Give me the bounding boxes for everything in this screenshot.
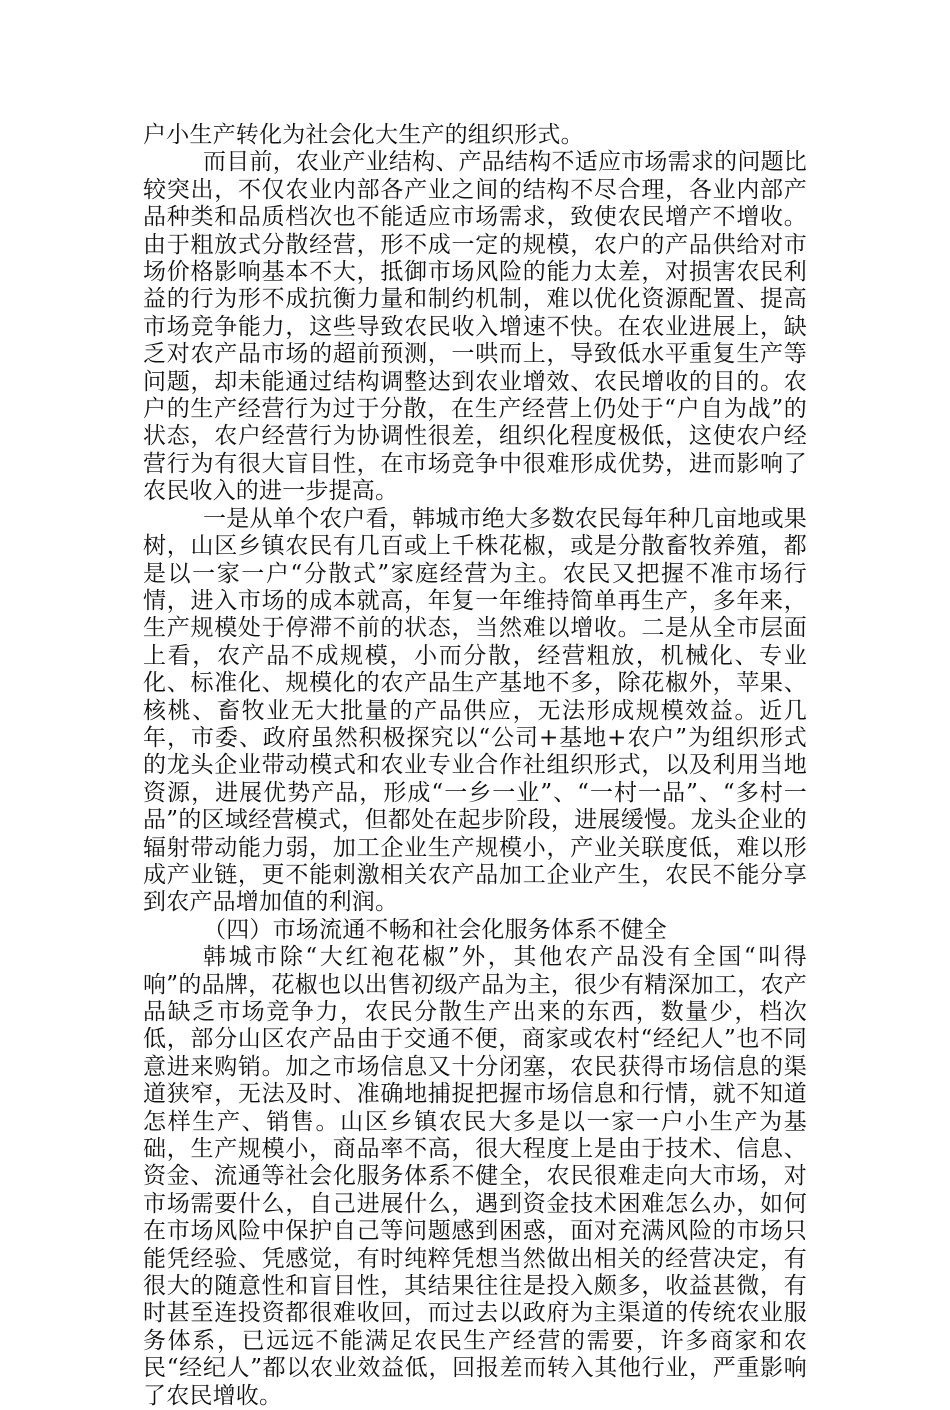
paragraph-market-circulation: 韩城市除“大红袍花椒”外，其他农产品没有全国“叫得响”的品牌，花椒也以出售初级产品为主，很少有精深加工，农产品缺乏市场竞争力，农民分散生产出来的东西，数量少，档次低，部分山区农产品由于交通不便，商家或农村“经纪人”也不同意进来购销。加之市场信息又十分闭塞，农民获得市场信息的渠道狭窄，无法及时、准确地捕捉把握市场信息和行情，就不知道怎样生产、销售。山区乡镇农民大多是以一家一户小生产为基础，生产规模小，商品率不高，很大程度上是由于技术、信息、资金、流通等社会化服务体系不健全，农民很难走向大市场，对市场需要什么，自己进展什么，遇到资金技术困难怎么办，如何在市场风险中保护自己等问题感到困惑，面对充满风险的市场只能凭经验、凭感觉，有时纯粹凭想当然做出相关的经营决定，有很大的随意性和盲目性，其结果往往是投入颇多，收益甚微，有时甚至连投资都很难收回，而过去以政府为主渠道的传统农业服务体系，已远远不能满足农民生产经营的需要，许多商家和农民“经纪人”都以农业效益低，回报差而转入其他行业，严重影响了农民增收。 — [143, 944, 807, 1409]
section-heading-4: （四）市场流通不畅和社会化服务体系不健全 — [203, 916, 667, 943]
paragraph-industry-structure: 而目前，农业产业结构、产品结构不适应市场需求的问题比较突出，不仅农业内部各产业之间的结构不尽合理，各业内部产品种类和品质档次也不能适应市场需求，致使农民增产不增收。由于粗放式分散经营，形不成一定的规模，农户的产品供给对市场价格影响基本不大，抵御市场风险的能力太差，对损害农民利益的行为形不成抗衡力量和制约机制，难以优化资源配置、提高市场竞争能力，这些导致农民收入增速不快。在农业进展上，缺乏对农产品市场的超前预测，一哄而上，导致低水平重复生产等问题，却未能通过结构调整达到农业增效、农民增收的目的。农户的生产经营行为过于分散，在生产经营上仍处于“户自为战”的状态，农户经营行为协调性很差，组织化程度极低，这使农户经营行为有很大盲目性，在市场竞争中很难形成优势，进而影响了农民收入的进一步提高。 — [143, 149, 807, 505]
paragraph-continuation: 户小生产转化为社会化大生产的组织形式。 — [143, 122, 584, 148]
paragraph-scale-issues: 一是从单个农户看，韩城市绝大多数农民每年种几亩地或果树，山区乡镇农民有几百或上千株花椒，或是分散畜牧养殖，都是以一家一户“分散式”家庭经营为主。农民又把握不准市场行情，进入市场的成本就高，年复一年维持简单再生产，多年来，生产规模处于停滞不前的状态，当然难以增收。二是从全市层面上看，农产品不成规模，小而分散，经营粗放，机械化、专业化、标准化、规模化的农产品生产基地不多，除花椒外，苹果、核桃、畜牧业无大批量的产品供应，无法形成规模效益。近几年，市委、政府虽然积极探究以“公司+基地+农户”为组织形式的龙头企业带动模式和农业专业合作社组织形式，以及利用当地资源，进展优势产品，形成“一乡一业”、“一村一品”、“多村一品”的区域经营模式，但都处在起步阶段，进展缓慢。龙头企业的辐射带动能力弱，加工企业生产规模小，产业关联度低，难以形成产业链，更不能刺激相关农产品加工企业产生，农民不能分享到农产品增加值的利润。 — [143, 505, 807, 916]
document-body — [143, 122, 807, 1410]
